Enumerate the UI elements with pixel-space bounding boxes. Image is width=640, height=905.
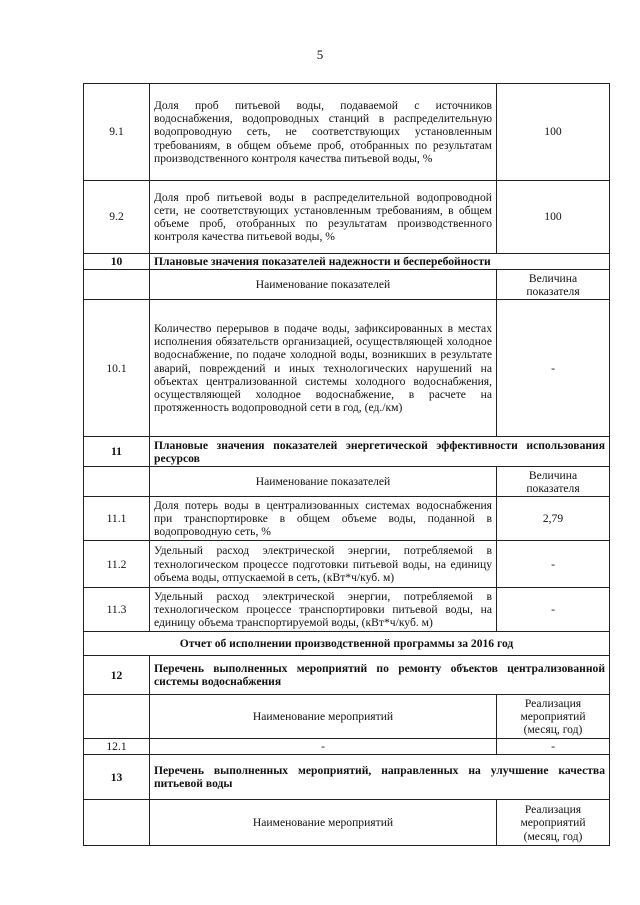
empty-cell: [84, 695, 150, 739]
row-number: 12.1: [84, 739, 150, 755]
section-number: 12: [84, 656, 150, 695]
section-row: [84, 755, 610, 800]
indicators-table: [83, 83, 610, 846]
row-number: 11.3: [84, 588, 150, 632]
row-number: 9.2: [84, 181, 150, 254]
indicator-value: -: [497, 588, 610, 632]
empty-cell: [84, 467, 150, 497]
section-title: Перечень выполненных мероприятий по ремонту объектов централизованной системы водоснабжения: [150, 656, 610, 695]
table-row: [84, 541, 610, 588]
indicator-name: Доля потерь воды в централизованных системах водоснабжения при транспортировке в общем объеме воды, поданной в водопроводную сеть, %: [150, 497, 497, 541]
report-title-row: [84, 632, 610, 656]
indicator-name: Удельный расход электрической энергии, потребляемой в технологическом процессе подготовки питьевой воды, на единицу объема воды, отпускаемой в сеть, (кВт*ч/куб. м): [150, 541, 497, 588]
section-number: 11: [84, 437, 150, 467]
column-header-value: Реализация мероприятий (месяц, год): [497, 695, 610, 739]
indicator-name: Удельный расход электрической энергии, потребляемой в технологическом процессе транспортировки питьевой воды, на единицу объема транспортируемой воды, (кВт*ч/куб. м): [150, 588, 497, 632]
event-date: -: [497, 739, 610, 755]
row-number: 9.1: [84, 84, 150, 181]
page-number: 5: [316, 47, 324, 62]
column-header-name: Наименование показателей: [150, 467, 497, 497]
section-title: Перечень выполненных мероприятий, направленных на улучшение качества питьевой воды: [150, 755, 610, 800]
column-header-name: Наименование мероприятий: [150, 695, 497, 739]
table-row: [84, 497, 610, 541]
indicator-name: Доля проб питьевой воды, подаваемой с источников водоснабжения, водопроводных станций в распределительную водопроводную сеть, не соответствующих установленным требованиям, в общем объеме проб, отобранных по результатам производственного контроля качества питьевой воды, %: [150, 84, 497, 181]
table-row: [84, 588, 610, 632]
section-number: 10: [84, 254, 150, 270]
indicator-name: Количество перерывов в подаче воды, зафиксированных в местах исполнения обязательств организацией, осуществляющей холодное водоснабжение, по подаче холодной воды, возникших в результате аварий, повреждений и иных технологических нарушений на объектах централизованной системы холодного водоснабжения, осуществляющей холодное водоснабжение, в расчете на протяженность водопроводной сети в год, (ед./км): [150, 300, 497, 437]
table-row: [84, 300, 610, 437]
indicator-value: -: [497, 300, 610, 437]
table-row: [84, 181, 610, 254]
header-row: [84, 467, 610, 497]
header-row: [84, 695, 610, 739]
column-header-value: Реализация мероприятий (месяц, год): [497, 800, 610, 846]
section-row: [84, 254, 610, 270]
indicator-value: 100: [497, 181, 610, 254]
section-title: Плановые значения показателей надежности и бесперебойности: [150, 254, 610, 270]
table-row: [84, 739, 610, 755]
report-title: Отчет об исполнении производственной программы за 2016 год: [84, 632, 610, 656]
indicator-name: Доля проб питьевой воды в распределительной водопроводной сети, не соответствующих установленным требованиям, в общем объеме проб, отобранных по результатам производственного контроля качества питьевой воды, %: [150, 181, 497, 254]
indicator-value: 100: [497, 84, 610, 181]
empty-cell: [84, 270, 150, 300]
indicator-value: -: [497, 541, 610, 588]
column-header-name: Наименование мероприятий: [150, 800, 497, 846]
section-row: [84, 656, 610, 695]
event-name: -: [150, 739, 497, 755]
section-title: Плановые значения показателей энергетической эффективности использования ресурсов: [150, 437, 610, 467]
column-header-value: Величина показателя: [497, 467, 610, 497]
empty-cell: [84, 800, 150, 846]
section-row: [84, 437, 610, 467]
column-header-name: Наименование показателей: [150, 270, 497, 300]
header-row: [84, 800, 610, 846]
header-row: [84, 270, 610, 300]
row-number: 10.1: [84, 300, 150, 437]
table-row: [84, 84, 610, 181]
section-number: 13: [84, 755, 150, 800]
indicator-value: 2,79: [497, 497, 610, 541]
column-header-value: Величина показателя: [497, 270, 610, 300]
row-number: 11.1: [84, 497, 150, 541]
row-number: 11.2: [84, 541, 150, 588]
